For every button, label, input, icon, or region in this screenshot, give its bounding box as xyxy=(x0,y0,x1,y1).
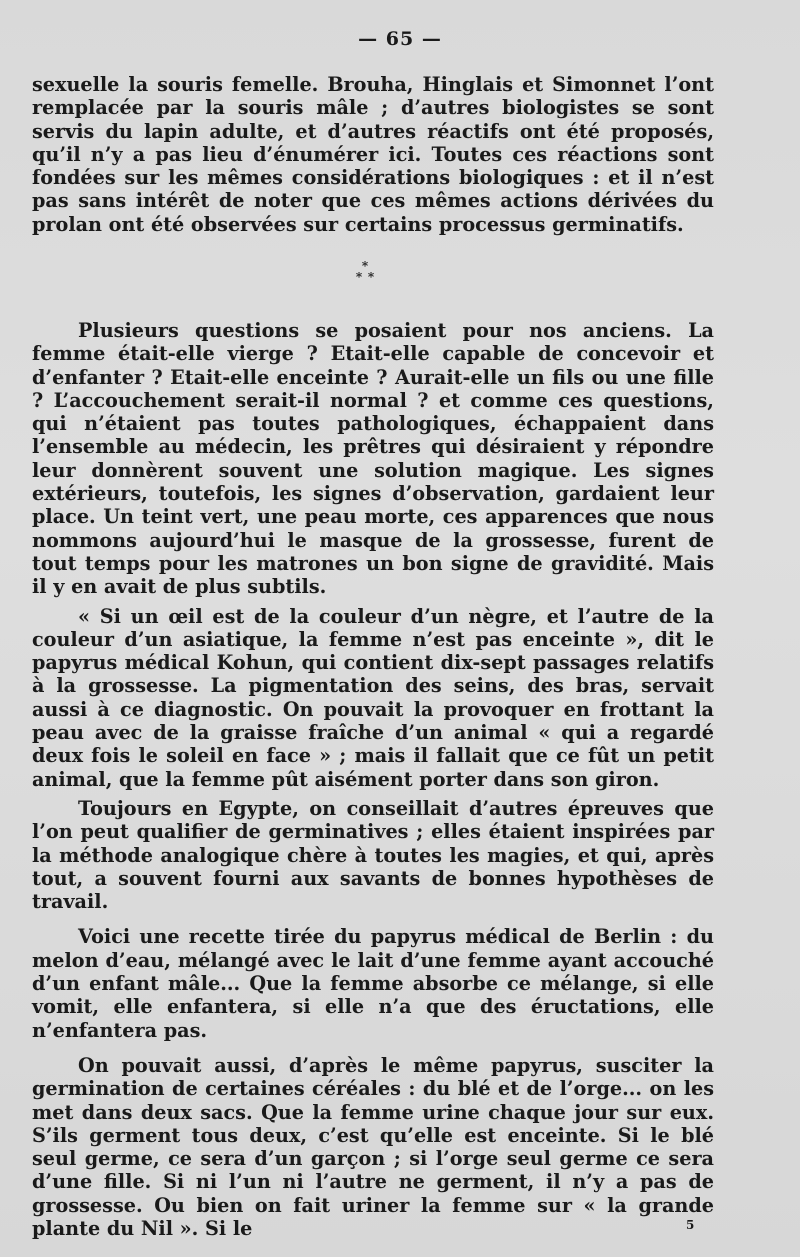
asterism-icon xyxy=(350,258,380,288)
paragraph-egypte: Toujours en Egypte, on conseillait d’autres épreuves que l’on peut qualifier de germinatives ; elles étaient inspirées par la méthode analogique chère à toutes les magies, et qui, après tout, a souvent fourni aux savants de bonnes hypothèses de travail. xyxy=(32,796,714,914)
svg-text:*: * xyxy=(355,270,363,284)
signature-mark: 5 xyxy=(686,1218,695,1232)
paragraph-berlin: Voici une recette tirée du papyrus médical de Berlin : du melon d’eau, mélangé avec le lait d’une femme ayant accouché d’un enfant mâle... Que la femme absorbe ce mélange, si elle vomit, elle enfantera, si elle n’a que des éructations, elle n’enfantera pas. xyxy=(32,925,714,1042)
paragraph-kohun: « Si un œil est de la couleur d’un nègre, et l’autre de la couleur d’un asiatique, la femme n’est pas enceinte », dit le papyrus médical Kohun, qui contient dix-sept passages relatifs à la grossesse. La pigmentation des seins, des bras, servait aussi à ce diagnostic. On pouvait la provoquer en frottant la peau avec de la graisse fraîche d’un animal « qui a regardé deux fois le soleil en face » ; mais il fallait que ce fût un petit animal, que la femme pût aisément porter dans son giron. xyxy=(32,604,714,791)
paragraph-continuation: sexuelle la souris femelle. Brouha, Hinglais et Simonnet l’ont remplacée par la souris mâle ; d’autres biologistes se sont servis du lapin adulte, et d’autres réactifs ont été proposés, qu’il n’y a pas lieu d’énumérer ici. Toutes ces réactions sont fondées sur les mêmes considérations biologiques : et il n’est pas sans intérêt de noter que ces mêmes actions dérivées du prolan ont été observées sur certains processus germinatifs. xyxy=(32,73,714,236)
paragraph-germination: On pouvait aussi, d’après le même papyrus, susciter la germination de certaines céréales : du blé et de l’orge... on les met dans deux sacs. Que la femme urine chaque jour sur eux. S’ils germent tous deux, c’est qu’elle est enceinte. Si le blé seul germe, ce sera d’un garçon ; si l’orge seul germe ce sera d’une fille. Si ni l’un ni l’autre ne germent, il n’y a pas de grossesse. Ou bien on fait uriner la femme sur « la grande plante du Nil ». Si le xyxy=(32,1053,714,1240)
svg-text:*: * xyxy=(367,270,375,284)
page-number: — 65 — xyxy=(358,28,442,50)
text-block-main xyxy=(32,319,714,1240)
text-block-top xyxy=(32,73,714,236)
paragraph-questions: Plusieurs questions se posaient pour nos anciens. La femme était-elle vierge ? Etait-elle capable de concevoir et d’enfanter ? Etait-elle enceinte ? Aurait-elle un fils ou une fille ? L’accouchement serait-il normal ? et comme ces questions, qui n’étaient pas toutes pathologiques, échappaient dans l’ensemble au médecin, les prêtres qui désiraient y répondre leur donnèrent souvent une solution magique. Les signes extérieurs, toutefois, les signes d’observation, gardaient leur place. Un teint vert, une peau morte, ces apparences que nous nommons aujourd’hui le masque de la grossesse, furent de tout temps pour les matrones un bon signe de gravidité. Mais il y en avait de plus subtils. xyxy=(32,319,714,599)
svg-text:*: * xyxy=(361,259,369,273)
